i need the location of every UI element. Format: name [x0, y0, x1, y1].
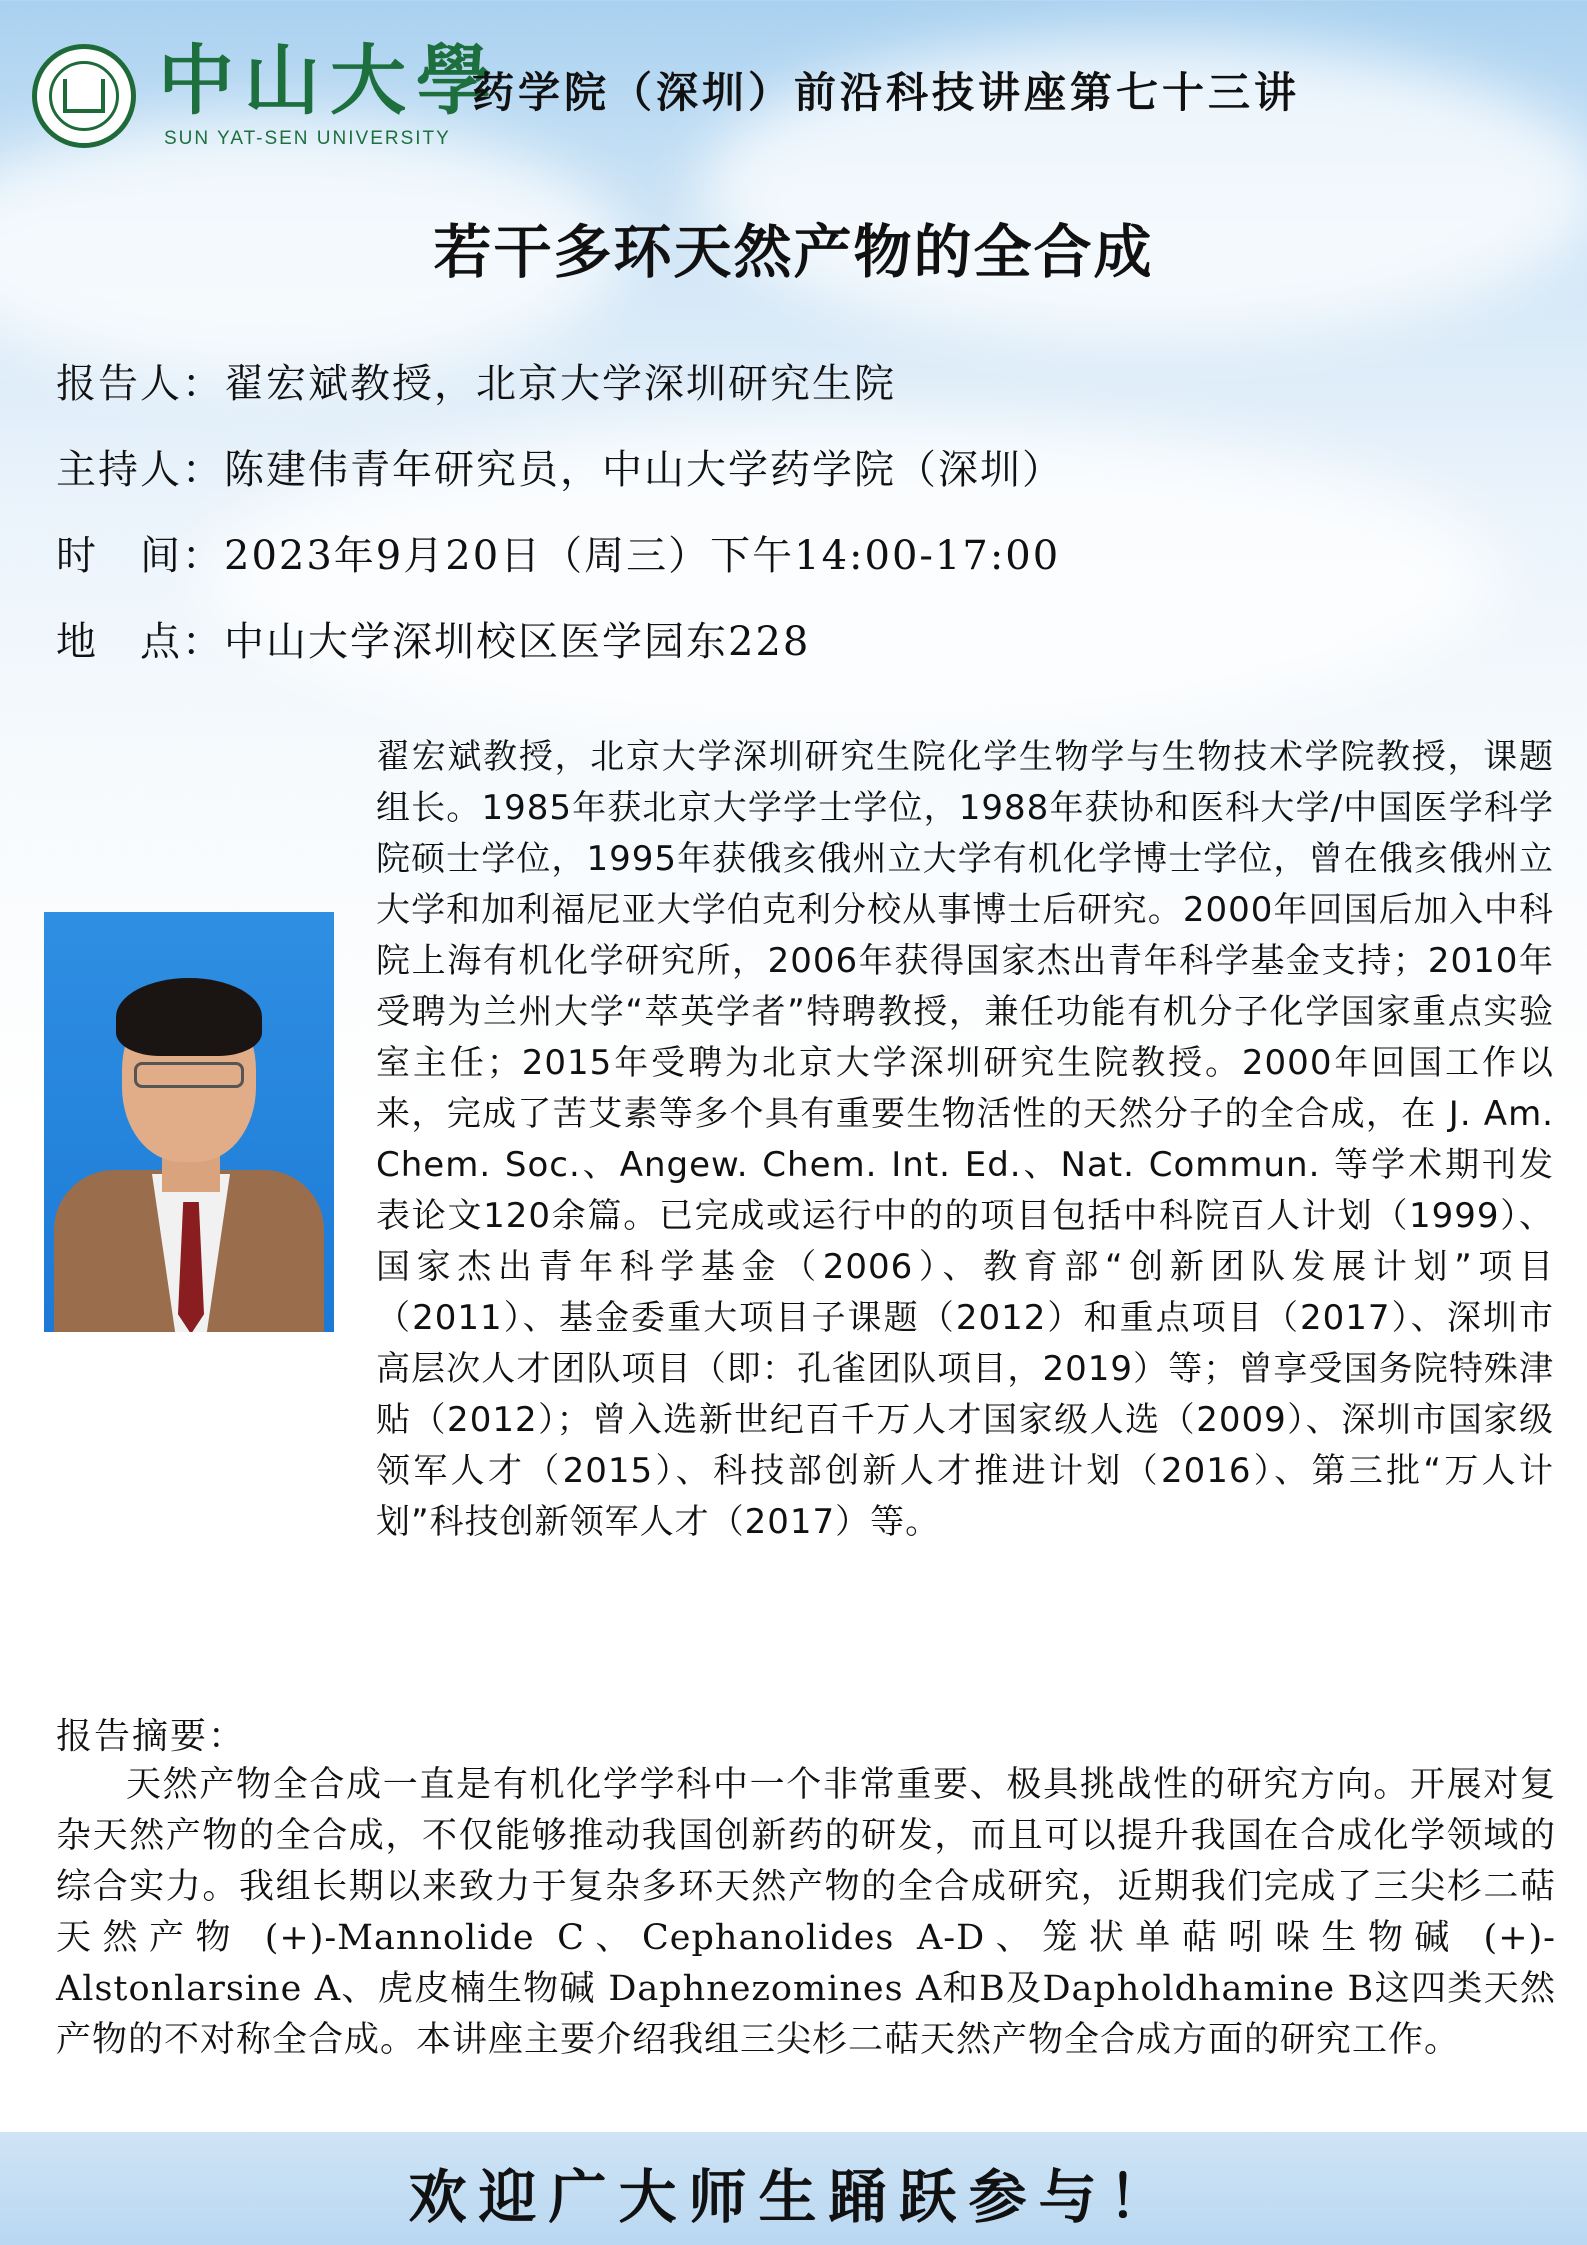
speaker-label: 报告人： — [56, 361, 224, 407]
university-english-name: SUN YAT-SEN UNIVERSITY — [164, 128, 451, 149]
abstract-label: 报告摘要： — [56, 1716, 247, 1757]
host-value: 陈建伟青年研究员，中山大学药学院（深圳） — [224, 447, 1064, 493]
host-row — [56, 444, 1064, 496]
header — [32, 36, 1552, 156]
university-name: 中山大學 — [158, 36, 502, 125]
welcome-text: 欢迎广大师生踊跃参与！ — [408, 2163, 1179, 2231]
time-row — [56, 530, 1060, 582]
time-label: 时 间： — [56, 533, 224, 579]
speaker-row — [56, 358, 896, 410]
speaker-photo — [44, 912, 334, 1332]
speaker-value: 翟宏斌教授，北京大学深圳研究生院 — [224, 361, 896, 407]
speaker-bio: 翟宏斌教授，北京大学深圳研究生院化学生物学与生物技术学院教授，课题组长。1985年获北京大学学士学位，1988年获协和医科大学/中国医学科学院硕士学位，1995年获俄亥俄州立大学有机化学博士学位，曾在俄亥俄州立大学和加利福尼亚大学伯克利分校从事博士后研究。2000年回国后加入中科院上海有机化学研究所，2006年获得国家杰出青年科学基金支持；2010年受聘为兰州大学“萃英学者”特聘教授，兼任功能有机分子化学国家重点实验室主任；2015年受聘为北京大学深圳研究生院教授。2000年回国工作以来，完成了苦艾素等多个具有重要生物活性的天然分子的全合成，在 J. Am. Chem. Soc.、Angew. Chem. Int. Ed.、Nat. Commun. 等学术期刊发表论文120余篇。已完成或运行中的的项目包括中科院百人计划（1999）、国家杰出青年科学基金（2006）、教育部“创新团队发展计划”项目（2011）、基金委重大项目子课题（2012）和重点项目（2017）、深圳市高层次人才团队项目（即：孔雀团队项目，2019）等；曾享受国务院特殊津贴（2012）；曾入选新世纪百千万人才国家级人选（2009）、深圳市国家级领军人才（2015）、科技部创新人才推进计划（2016）、第三批“万人计划”科技创新领军人才（2017）等。 — [376, 737, 1554, 1542]
place-value: 中山大学深圳校区医学园东228 — [224, 619, 811, 665]
time-value: 2023年9月20日（周三）下午14:00-17:00 — [224, 533, 1061, 579]
abstract-text: 天然产物全合成一直是有机化学学科中一个非常重要、极具挑战性的研究方向。开展对复杂天然产物的全合成，不仅能够推动我国创新药的研发，而且可以提升我国在合成化学领域的综合实力。我组长期以来致力于复杂多环天然产物的全合成研究，近期我们完成了三尖杉二萜天然产物 (+)-Mannolide C、Cephanolides A-D、笼状单萜吲哚生物碱 (+)-Alstonlarsine A、虎皮楠生物碱 Daphnezomines A和B及Dapholdhamine B这四类天然产物的不对称全合成。本讲座主要介绍我组三尖杉二萜天然产物全合成方面的研究工作。 — [56, 1765, 1556, 2060]
place-row — [56, 616, 810, 668]
lecture-title: 若干多环天然产物的全合成 — [433, 218, 1154, 286]
place-label: 地 点： — [56, 619, 224, 665]
host-label: 主持人： — [56, 447, 224, 493]
lecture-series-title: 药学院（深圳）前沿科技讲座第七十三讲 — [472, 68, 1301, 117]
university-seal-icon — [32, 44, 136, 148]
